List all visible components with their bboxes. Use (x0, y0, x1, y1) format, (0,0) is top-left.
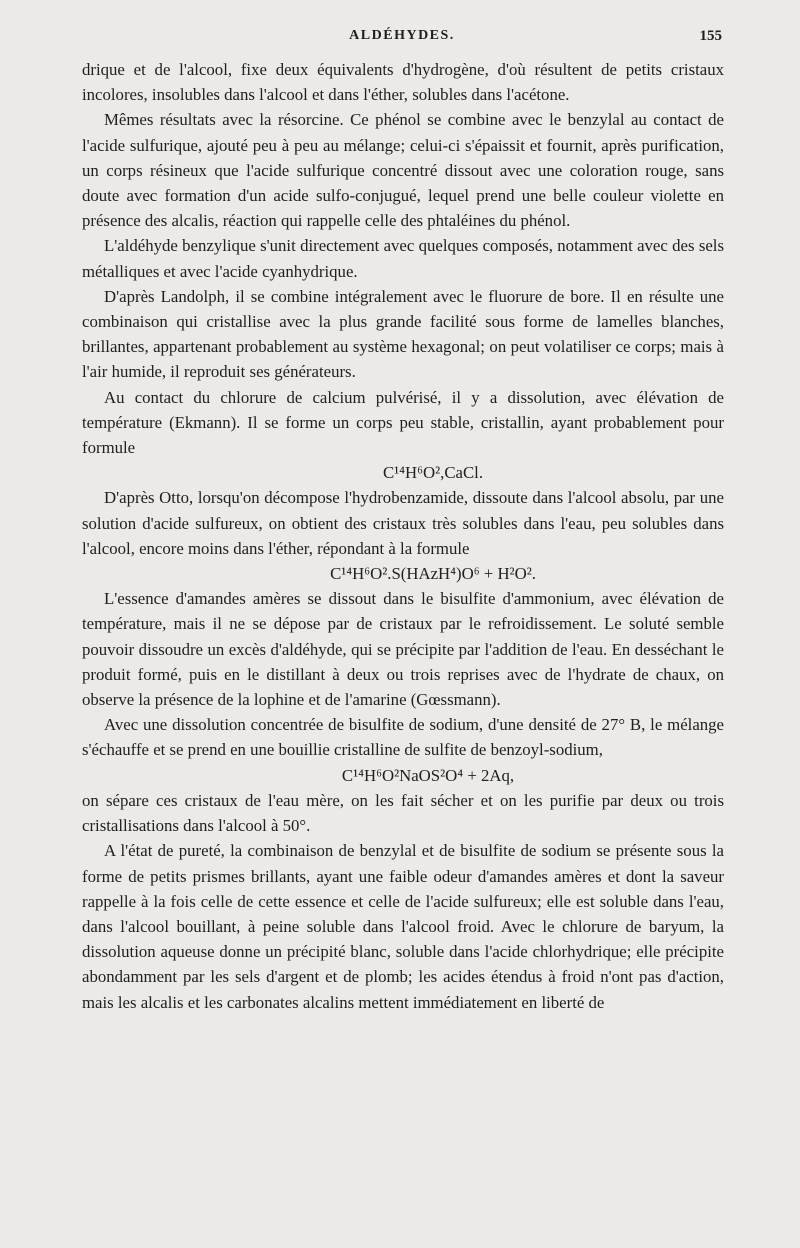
running-title: ALDÉHYDES. (349, 28, 455, 43)
paragraph: L'essence d'amandes amères se dissout dans le bisulfite d'ammonium, avec élévation de température, mais il ne se dépose par de cristaux par le refroidissement. Le soluté semble pouvoir dissoudre un excès d'aldéhyde, qui se précipite par l'addition de l'eau. En desséchant le produit formé, puis en le distillant à deux ou trois reprises avec de l'hydrate de chaux, on observe la présence de la lophine et de l'amarine (Gœssmann). (82, 589, 724, 710)
paragraph: Mêmes résultats avec la résorcine. Ce phénol se combine avec le benzylal au contact de l'acide sulfurique, ajouté peu à peu au mélange; celui-ci s'épaissit et fournit, après purification, un corps résineux que l'acide sulfurique concentré dissout avec une coloration rouge, sans doute avec formation d'un acide sulfo-conjugué, lequel prend une belle couleur violette en présence des alcalis, réaction qui rappelle celle des phtaléines du phénol. (82, 110, 724, 231)
paragraph: A l'état de pureté, la combinaison de benzylal et de bisulfite de sodium se présente sous la forme de petits prismes brillants, ayant une faible odeur d'amandes amères et dont la saveur rappelle à la fois celle de cette essence et celle de l'acide sulfureux; elle est soluble dans l'eau, dans l'alcool bouillant, à peine soluble dans l'alcool froid. Avec le chlorure de baryum, la dissolution aqueuse donne un précipité blanc, soluble dans l'acide chlorhydrique; elle précipite abondamment par les sels d'argent et de plomb; les acides étendus à froid n'ont pas d'action, mais les alcalis et les carbonates alcalins mettent immédiatement en liberté de (82, 841, 724, 1012)
body-text (82, 57, 724, 1015)
chemical-formula: C¹⁴H⁶O².S(HAzH⁴)O⁶ + H²O². (330, 564, 536, 584)
chemical-formula: C¹⁴H⁶O²NaOS²O⁴ + 2Aq, (341, 765, 515, 785)
paragraph: L'aldéhyde benzylique s'unit directement avec quelques composés, notamment avec des sels métalliques et avec l'acide cyanhydrique. (82, 236, 724, 281)
chemical-formula: C¹⁴H⁶O²,CaCl. (382, 463, 484, 483)
paragraph: drique et de l'alcool, fixe deux équivalents d'hydrogène, d'où résultent de petits cristaux incolores, insolubles dans l'alcool et dans l'éther, solubles dans l'acétone. (82, 60, 724, 105)
paragraph: Au contact du chlorure de calcium pulvérisé, il y a dissolution, avec élévation de température (Ekmann). Il se forme un corps peu stable, cristallin, ayant probablement pour formule (82, 387, 724, 458)
paragraph: Avec une dissolution concentrée de bisulfite de sodium, d'une densité de 27° B, le mélange s'échauffe et se prend en une bouillie cristalline de sulfite de benzoyl-sodium, (82, 715, 724, 760)
page-number: 155 (699, 28, 722, 44)
page-header (82, 28, 722, 52)
paragraph: on sépare ces cristaux de l'eau mère, on les fait sécher et on les purifie par deux ou trois cristallisations dans l'alcool à 50°. (82, 790, 724, 836)
paragraph: D'après Otto, lorsqu'on décompose l'hydrobenzamide, dissoute dans l'alcool absolu, par une solution d'acide sulfureux, on obtient des cristaux très solubles dans l'eau, peu solubles dans l'alcool, encore moins dans l'éther, répondant à la formule (82, 488, 724, 558)
paragraph: D'après Landolph, il se combine intégralement avec le fluorure de bore. Il en résulte une combinaison qui cristallise avec la plus grande facilité sous forme de lamelles blanches, brillantes, appartenant probablement au système hexagonal; on peut volatiliser ce corps; mais à l'air humide, il reproduit ses générateurs. (82, 286, 724, 382)
